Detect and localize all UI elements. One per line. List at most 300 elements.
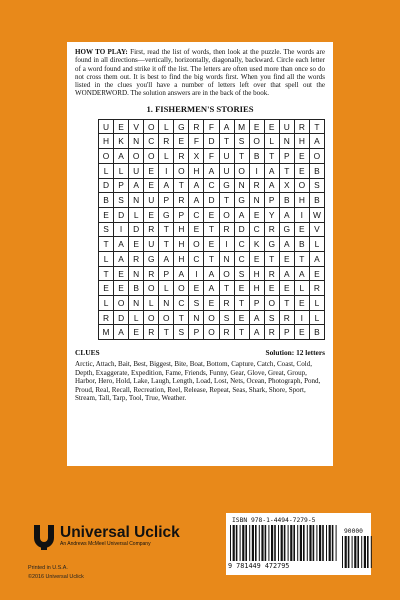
grid-cell: U [279,119,294,134]
grid-cell: A [114,325,129,340]
grid-cell: N [249,193,264,208]
grid-cell: A [249,325,264,340]
grid-cell: I [294,310,309,325]
grid-cell: N [159,296,174,311]
grid-cell: T [159,237,174,252]
grid-cell: A [174,266,189,281]
grid-row [99,149,325,164]
grid-cell: T [219,193,234,208]
grid-cell: G [174,119,189,134]
grid-cell: S [309,178,324,193]
barcode-bar [230,525,231,561]
grid-cell: T [204,222,219,237]
grid-cell: T [159,222,174,237]
barcode-bar [313,525,315,561]
barcode-bar [336,525,337,561]
grid-cell: O [294,178,309,193]
grid-cell: U [144,193,159,208]
grid-cell: O [144,310,159,325]
barcode-bar [371,536,372,568]
grid-cell: N [129,266,144,281]
grid-cell: E [264,119,279,134]
barcode-bar [326,525,327,561]
grid-cell: A [279,207,294,222]
grid-cell: O [144,149,159,164]
grid-cell: A [129,178,144,193]
grid-cell: G [144,251,159,266]
grid-cell: T [219,281,234,296]
barcode-bar [290,525,292,561]
grid-cell: U [219,163,234,178]
grid-cell: A [294,266,309,281]
grid-cell: D [99,178,114,193]
grid-cell: T [159,325,174,340]
grid-cell: L [294,281,309,296]
grid-row [99,251,325,266]
grid-cell: E [189,281,204,296]
grid-cell: L [309,296,324,311]
grid-cell: I [219,237,234,252]
publisher-name: Universal Uclick [60,523,180,541]
grid-cell: E [129,325,144,340]
grid-cell: S [234,134,249,149]
grid-cell: O [249,134,264,149]
grid-cell: C [234,237,249,252]
grid-row [99,310,325,325]
grid-cell: E [114,266,129,281]
grid-cell: D [129,222,144,237]
grid-cell: S [114,193,129,208]
grid-cell: O [174,281,189,296]
barcode-number: 9 781449 472795 [228,562,290,570]
grid-cell: E [279,281,294,296]
grid-cell: C [249,222,264,237]
grid-cell: T [204,251,219,266]
grid-cell: B [129,281,144,296]
barcode-bar [249,525,250,561]
grid-cell: R [144,266,159,281]
barcode-bar [236,525,238,561]
grid-cell: E [249,207,264,222]
barcode-bar [255,525,257,561]
grid-cell: O [99,149,114,164]
universal-uclick-logo-icon [32,521,56,551]
grid-row [99,134,325,149]
grid-cell: F [204,149,219,164]
grid-cell: A [114,251,129,266]
barcode-bar [240,525,241,561]
grid-cell: O [144,281,159,296]
grid-cell: A [279,237,294,252]
grid-cell: C [189,251,204,266]
grid-cell: O [144,119,159,134]
grid-cell: T [294,251,309,266]
grid-cell: A [219,119,234,134]
grid-cell: M [99,325,114,340]
grid-cell: S [99,222,114,237]
grid-cell: R [264,266,279,281]
grid-cell: I [114,222,129,237]
barcode-bar [293,525,295,561]
grid-cell: T [279,296,294,311]
grid-cell: L [309,237,324,252]
grid-cell: E [294,222,309,237]
grid-cell: N [129,296,144,311]
grid-cell: K [114,134,129,149]
grid-cell: T [219,134,234,149]
grid-cell: A [114,237,129,252]
grid-cell: V [309,222,324,237]
grid-cell: E [174,134,189,149]
barcode-bar [288,525,289,561]
grid-cell: R [279,310,294,325]
puzzle-panel [67,42,333,466]
grid-cell: A [204,266,219,281]
grid-cell: P [189,325,204,340]
grid-cell: E [189,222,204,237]
grid-cell: P [174,207,189,222]
ean-barcode [230,525,338,563]
grid-cell: L [99,296,114,311]
barcode-bar [281,525,283,561]
grid-cell: P [279,325,294,340]
grid-cell: L [309,310,324,325]
barcode-bar [259,525,260,561]
grid-cell: E [249,251,264,266]
barcode-bar [332,525,334,561]
grid-cell: O [204,310,219,325]
grid-cell: A [189,178,204,193]
grid-cell: R [264,325,279,340]
grid-cell: E [264,281,279,296]
grid-cell: C [189,207,204,222]
barcode-bar [354,536,356,568]
barcode-bar [322,525,324,561]
grid-cell: X [189,149,204,164]
grid-cell: T [174,310,189,325]
barcode-bar [361,536,362,568]
grid-cell: E [144,207,159,222]
word-search-grid [98,119,325,340]
grid-cell: I [249,163,264,178]
grid-cell: A [309,251,324,266]
grid-cell: L [159,281,174,296]
grid-cell: B [309,163,324,178]
grid-cell: E [144,178,159,193]
isbn-label: ISBN 978-1-4494-7279-5 [232,517,316,524]
grid-cell: P [279,149,294,164]
grid-cell: Y [264,207,279,222]
grid-cell: E [294,296,309,311]
grid-cell: I [189,266,204,281]
grid-cell: R [159,134,174,149]
grid-cell: L [159,149,174,164]
grid-cell: O [174,163,189,178]
grid-cell: R [249,178,264,193]
barcode-bar [357,536,359,568]
grid-cell: E [144,163,159,178]
grid-cell: U [129,163,144,178]
grid-cell: A [264,178,279,193]
grid-cell: E [309,266,324,281]
grid-row [99,193,325,208]
grid-cell: B [249,149,264,164]
barcode-bar [245,525,247,561]
grid-cell: L [264,134,279,149]
grid-cell: R [144,222,159,237]
grid-cell: S [219,310,234,325]
grid-cell: C [144,134,159,149]
grid-cell: E [204,237,219,252]
grid-cell: D [234,222,249,237]
grid-cell: A [234,207,249,222]
how-to-play-text: First, read the list of words, then look at the puzzle. The words are found in all directions—vertically, horizontally, diagonally, backward. Circle each letter of a word found and strike it off the list. The letters are often used more than once so do not cross them out. It is best to find the big words first. When you find all the words listed in the clues you'll have a number of letters left over that spell out the WONDERWORD. The solution answers are in the back of the book. [75,48,325,98]
grid-cell: O [129,149,144,164]
grid-cell: H [174,237,189,252]
grid-cell: G [234,193,249,208]
grid-cell: A [279,266,294,281]
grid-cell: P [264,193,279,208]
grid-cell: E [234,310,249,325]
grid-cell: T [264,149,279,164]
grid-cell: U [219,149,234,164]
grid-cell: N [129,193,144,208]
barcode-bar [261,525,263,561]
grid-cell: D [204,193,219,208]
grid-cell: S [189,296,204,311]
barcode-bar [316,525,317,561]
grid-cell: F [189,134,204,149]
grid-cell: R [219,296,234,311]
barcode-bar [278,525,279,561]
grid-cell: E [234,281,249,296]
grid-cell: O [219,266,234,281]
grid-cell: T [264,251,279,266]
grid-cell: A [264,163,279,178]
grid-cell: F [204,119,219,134]
grid-cell: R [219,325,234,340]
grid-cell: B [279,193,294,208]
grid-cell: E [99,207,114,222]
grid-cell: R [174,193,189,208]
grid-cell: A [114,149,129,164]
barcode-bar [307,525,308,561]
grid-cell: E [279,251,294,266]
grid-cell: T [279,163,294,178]
grid-cell: T [99,266,114,281]
barcode-bar [352,536,353,568]
grid-row [99,237,325,252]
grid-cell: D [204,134,219,149]
grid-cell: H [249,266,264,281]
grid-cell: G [279,222,294,237]
clues-list: Arctic, Attach, Bait, Best, Biggest, Bite, Boat, Bottom, Capture, Catch, Coast, Cold, Depth, Exaggerate, Expedition, Fame, Friends, Funny, Gear, Glove, Great, Group, Harbor, Hero, Hold, Lake, Laugh, Length, Load, Lost, Nets, Ocean, Photograph, Pond, Proud, Real, Recall, Recreation, Reel, Release, Repeat, Seas, Shark, Shore, Sport, Stream, Tall, Tarp, Tool, True, Weather. [75,360,321,403]
grid-cell: R [294,119,309,134]
grid-cell: O [204,325,219,340]
grid-cell: T [99,237,114,252]
grid-cell: S [264,310,279,325]
grid-cell: A [309,134,324,149]
printed-in: Printed in U.S.A. [28,565,68,571]
grid-cell: E [204,296,219,311]
grid-cell: I [294,207,309,222]
grid-cell: T [174,178,189,193]
grid-cell: U [144,237,159,252]
grid-cell: P [159,266,174,281]
grid-cell: L [159,119,174,134]
grid-cell: H [294,134,309,149]
grid-cell: O [159,310,174,325]
grid-row [99,325,325,340]
grid-cell: N [129,134,144,149]
how-to-play-heading: HOW TO PLAY: [75,48,128,56]
barcode-bar [265,525,267,561]
grid-cell: R [219,222,234,237]
grid-cell: E [114,281,129,296]
grid-cell: W [309,207,324,222]
grid-row [99,163,325,178]
grid-cell: E [129,237,144,252]
grid-cell: A [159,178,174,193]
grid-cell: O [114,296,129,311]
grid-cell: D [114,310,129,325]
copyright: ©2016 Universal Uclick [28,574,84,580]
grid-cell: A [189,193,204,208]
barcode-bar [303,525,305,561]
barcode-bar [242,525,244,561]
grid-cell: R [99,310,114,325]
grid-cell: H [249,281,264,296]
grid-cell: R [129,251,144,266]
grid-cell: O [189,237,204,252]
grid-cell: H [189,163,204,178]
grid-row [99,281,325,296]
barcode-bar [268,525,269,561]
barcode-addon: 90000 [344,528,363,535]
grid-cell: O [234,163,249,178]
grid-row [99,178,325,193]
grid-cell: E [294,149,309,164]
barcode-bar [284,525,286,561]
grid-cell: L [144,296,159,311]
grid-cell: A [159,251,174,266]
grid-row [99,119,325,134]
publisher-tagline: An Andrews McMeel Universal Company [60,540,151,547]
grid-cell: M [234,119,249,134]
grid-cell: C [174,296,189,311]
grid-cell: R [174,149,189,164]
barcode-bar [364,536,366,568]
grid-cell: H [294,193,309,208]
grid-cell: E [114,119,129,134]
puzzle-title: 1. FISHERMEN'S STORIES [146,103,254,114]
grid-cell: A [249,310,264,325]
grid-cell: G [219,178,234,193]
barcode-bar [319,525,321,561]
how-to-play [75,48,325,98]
grid-cell: S [234,266,249,281]
grid-cell: N [219,251,234,266]
grid-cell: E [294,163,309,178]
grid-cell: O [309,149,324,164]
grid-cell: H [174,222,189,237]
grid-row [99,222,325,237]
solution-length: Solution: 12 letters [265,348,325,358]
grid-cell: R [189,119,204,134]
grid-cell: A [204,163,219,178]
grid-cell: B [309,193,324,208]
grid-cell: L [129,310,144,325]
grid-row [99,296,325,311]
grid-cell: P [249,296,264,311]
grid-cell: K [249,237,264,252]
grid-cell: B [294,237,309,252]
grid-cell: S [174,325,189,340]
addon-barcode [342,536,372,570]
barcode-bar [297,525,298,561]
grid-cell: R [309,281,324,296]
grid-row [99,207,325,222]
barcode-bar [345,536,347,568]
grid-cell: P [159,193,174,208]
grid-cell: O [264,296,279,311]
barcode-bar [271,525,273,561]
grid-cell: G [264,237,279,252]
grid-cell: E [99,281,114,296]
barcode-bar [252,525,254,561]
barcode-bar [367,536,369,568]
grid-cell: L [114,163,129,178]
grid-cell: E [204,207,219,222]
grid-cell: N [279,134,294,149]
legal-text [28,564,84,582]
barcode-bar [342,536,343,568]
grid-cell: C [204,178,219,193]
barcode-bar [233,525,235,561]
grid-cell: E [294,325,309,340]
clues-label: CLUES [75,348,100,358]
grid-cell: T [234,296,249,311]
grid-cell: X [279,178,294,193]
grid-cell: U [99,119,114,134]
barcode-bar [300,525,302,561]
barcode-bar [309,525,311,561]
grid-cell: B [99,193,114,208]
grid-cell: H [99,134,114,149]
grid-cell: N [234,178,249,193]
grid-cell: T [234,149,249,164]
grid-cell: C [234,251,249,266]
grid-cell: V [129,119,144,134]
grid-cell: D [114,207,129,222]
grid-cell: R [144,325,159,340]
barcode-box [226,513,371,575]
grid-cell: R [264,222,279,237]
grid-cell: H [174,251,189,266]
grid-cell: L [99,251,114,266]
grid-cell: L [129,207,144,222]
grid-cell: O [219,207,234,222]
grid-cell: G [159,207,174,222]
grid-cell: P [114,178,129,193]
grid-cell: L [99,163,114,178]
grid-cell: E [249,119,264,134]
grid-cell: N [189,310,204,325]
barcode-bar [329,525,331,561]
publisher-logo [32,521,180,551]
barcode-bar [348,536,350,568]
grid-cell: T [234,325,249,340]
